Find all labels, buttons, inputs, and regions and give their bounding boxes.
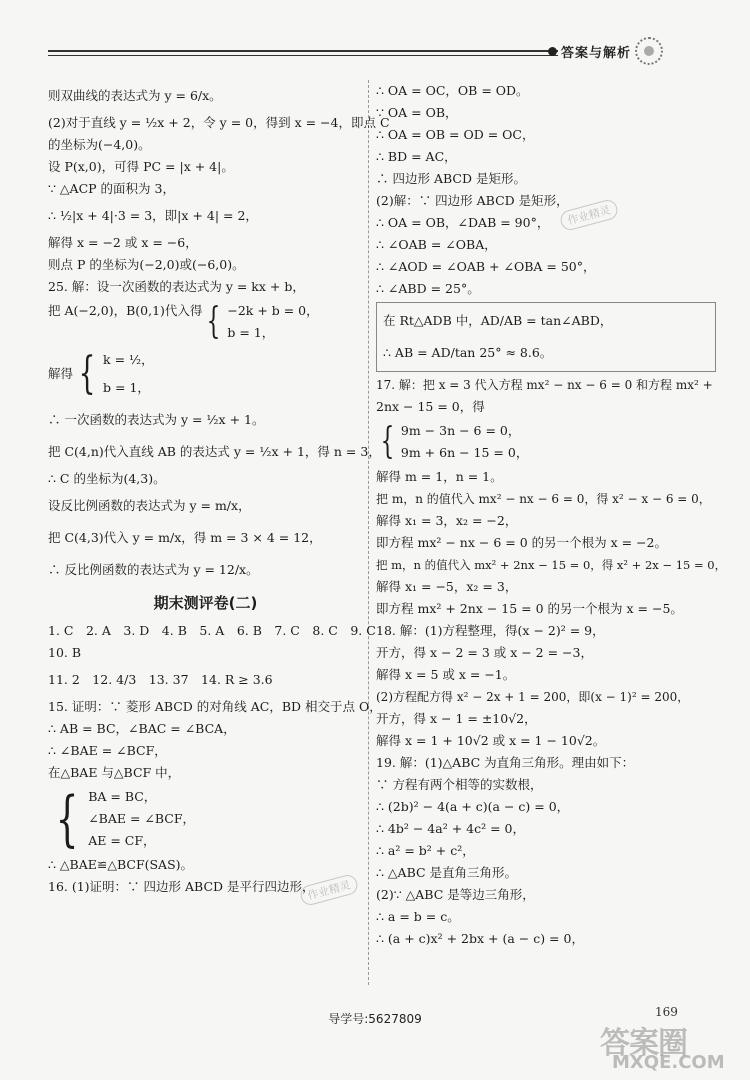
- text-line: 19. 解：(1)△ABC 为直角三角形。理由如下：: [376, 755, 635, 770]
- text-line: 解得 x₁ = −5，x₂ = 3，: [376, 579, 518, 594]
- text-line: (2)对于直线 y = ½x + 2，令 y = 0，得到 x = −4，即点 C: [48, 115, 390, 130]
- text-line: 在 Rt△ADB 中，AD/AB = tan∠ABD，: [383, 313, 613, 328]
- text-line: ∴ ∠AOD = ∠OAB + ∠OBA = 50°，: [376, 259, 596, 274]
- text-line: 把 C(4,3)代入 y = m/x，得 m = 3 × 4 = 12，: [48, 530, 322, 545]
- flower-emblem-icon: [635, 37, 663, 65]
- text-line: ∵ OA = OB，: [376, 105, 458, 120]
- text-line: 解得: [48, 366, 74, 381]
- header-rule: [48, 50, 558, 52]
- text-line: (2)方程配方得 x² − 2x + 1 = 200，即(x − 1)² = 200，: [376, 690, 690, 704]
- text-line: ∴ ∠ABD = 25°。: [376, 281, 480, 296]
- text-line: 开方，得 x − 1 = ±10√2，: [376, 711, 537, 726]
- text-line: 解得 x = 5 或 x = −1。: [376, 667, 516, 682]
- footer-id: 导学号:5627809: [328, 1012, 422, 1026]
- left-column: [48, 80, 390, 898]
- text-line: 17. 解：把 x = 3 代入方程 mx² − nx − 6 = 0 和方程 mx² +: [376, 378, 713, 392]
- brace-icon: {: [55, 784, 79, 854]
- equation-system: [48, 300, 363, 344]
- equation-line: −2k + b = 0，: [227, 303, 319, 318]
- text-line: ∴ (a + c)x² + 2bx + (a − c) = 0，: [376, 931, 584, 946]
- equation-line: 9m + 6n − 15 = 0，: [400, 445, 529, 460]
- watermark-stamp: 作业精灵: [298, 873, 359, 907]
- text-line: 即方程 mx² − nx − 6 = 0 的另一个根为 x = −2。: [376, 535, 667, 550]
- text-line: 把 m，n 的值代入 mx² + 2nx − 15 = 0，得 x² + 2x − 15 = 0，: [376, 558, 727, 572]
- text-line: ∴ 4b² − 4a² + 4c² = 0，: [376, 821, 525, 836]
- equation-system: [376, 420, 716, 464]
- text-line: 16. (1)证明：∵ 四边形 ABCD 是平行四边形，: [48, 879, 315, 894]
- brace-icon: {: [380, 421, 395, 462]
- text-line: 把 C(4,n)代入直线 AB 的表达式 y = ½x + 1，得 n = 3，: [48, 444, 381, 459]
- equation-line: AE = CF，: [88, 833, 156, 848]
- bullet-icon: [548, 47, 557, 56]
- text-line: 解得 x = 1 + 10√2 或 x = 1 − 10√2。: [376, 733, 606, 748]
- text-line: ∴ C 的坐标为(4,3)。: [48, 471, 166, 486]
- text-line: ∴ △ABC 是直角三角形。: [376, 865, 518, 880]
- text-line: ∵ △ACP 的面积为 3，: [48, 181, 175, 196]
- text-line: 则双曲线的表达式为 y = 6/x。: [48, 88, 222, 103]
- text-line: ∴ 四边形 ABCD 是矩形。: [376, 171, 526, 186]
- page-number: 169: [655, 1005, 678, 1019]
- text-line: 解得 x₁ = 3，x₂ = −2，: [376, 513, 518, 528]
- equation-line: 9m − 3n − 6 = 0，: [400, 423, 521, 438]
- equation-line: b = 1，: [227, 325, 275, 340]
- text-line: 解得 x = −2 或 x = −6，: [48, 235, 198, 250]
- header-title: 答案与解析: [561, 45, 632, 61]
- text-line: (2)∵ △ABC 是等边三角形，: [376, 887, 535, 902]
- text-line: ∴ OA = OC，OB = OD。: [376, 83, 529, 98]
- text-line: 设反比例函数的表达式为 y = m/x，: [48, 498, 251, 513]
- equation-line: k = ½，: [103, 352, 154, 367]
- section-title: 期末测评卷(二): [153, 594, 258, 612]
- highlighted-box: [376, 302, 716, 372]
- equation-system: [48, 346, 363, 402]
- text-line: 2nx − 15 = 0，得: [376, 399, 485, 414]
- header-rule-thin: [48, 55, 558, 56]
- watermark-stamp: 作业精灵: [558, 198, 619, 232]
- equation-line: BA = BC，: [88, 789, 157, 804]
- page-header: [0, 0, 750, 70]
- text-line: ∴ 一次函数的表达式为 y = ½x + 1。: [48, 412, 265, 427]
- text-line: ∵ 方程有两个相等的实数根，: [376, 777, 543, 792]
- text-line: 把 A(−2,0)，B(0,1)代入得: [48, 303, 203, 318]
- text-line: ∴ a² = b² + c²，: [376, 843, 475, 858]
- answer-line: 10. B: [48, 645, 82, 660]
- text-line: ∴ (2b)² − 4(a + c)(a − c) = 0，: [376, 799, 570, 814]
- column-divider: [368, 80, 370, 985]
- brace-icon: {: [78, 348, 96, 399]
- equation-line: ∠BAE = ∠BCF，: [88, 811, 196, 826]
- answer-line: 1. C 2. A 3. D 4. B 5. A 6. B 7. C 8. C 9. C: [48, 623, 376, 638]
- text-line: ∴ a = b = c。: [376, 909, 460, 924]
- text-line: ∴ BD = AC，: [376, 149, 457, 164]
- watermark-logo: 答案圈: [600, 1026, 687, 1061]
- text-line: 解得 m = 1，n = 1。: [376, 469, 503, 484]
- equation-system: [48, 786, 363, 852]
- text-line: (2)解：∵ 四边形 ABCD 是矩形，: [376, 193, 569, 208]
- section-badge: [548, 38, 698, 64]
- text-line: 则点 P 的坐标为(−2,0)或(−6,0)。: [48, 257, 245, 272]
- text-line: 18. 解：(1)方程整理，得(x − 2)² = 9，: [376, 623, 605, 638]
- text-line: ∴ OA = OB = OD = OC，: [376, 127, 535, 142]
- text-line: ∴ ½|x + 4|·3 = 3，即|x + 4| = 2，: [48, 208, 258, 223]
- right-column: [376, 80, 727, 950]
- text-line: 的坐标为(−4,0)。: [48, 137, 151, 152]
- watermark-site: MXQE.COM: [612, 1052, 725, 1073]
- text-line: 开方，得 x − 2 = 3 或 x − 2 = −3，: [376, 645, 593, 660]
- text-line: ∴ OA = OB，∠DAB = 90°，: [376, 215, 550, 230]
- text-line: 设 P(x,0)，可得 PC = |x + 4|。: [48, 159, 234, 174]
- text-line: ∴ 反比例函数的表达式为 y = 12/x。: [48, 562, 259, 577]
- brace-icon: {: [207, 301, 221, 342]
- text-line: 把 m，n 的值代入 mx² − nx − 6 = 0，得 x² − x − 6 = 0，: [376, 492, 711, 506]
- text-line: 即方程 mx² + 2nx − 15 = 0 的另一个根为 x = −5。: [376, 601, 683, 616]
- equation-line: b = 1，: [103, 380, 150, 395]
- text-line: ∴ AB = AD/tan 25° ≈ 8.6。: [383, 345, 553, 360]
- text-line: ∴ △BAE≌△BCF(SAS)。: [48, 857, 194, 872]
- text-line: ∴ ∠OAB = ∠OBA，: [376, 237, 497, 252]
- answer-line: 11. 2 12. 4/3 13. 37 14. R ≥ 3.6: [48, 672, 273, 687]
- text-line: 在△BAE 与△BCF 中，: [48, 765, 181, 780]
- text-line: 25. 解：设一次函数的表达式为 y = kx + b，: [48, 279, 305, 294]
- text-line: ∴ AB = BC，∠BAC = ∠BCA，: [48, 721, 236, 736]
- text-line: ∴ ∠BAE = ∠BCF，: [48, 743, 167, 758]
- text-line: 15. 证明：∵ 菱形 ABCD 的对角线 AC，BD 相交于点 O，: [48, 699, 382, 714]
